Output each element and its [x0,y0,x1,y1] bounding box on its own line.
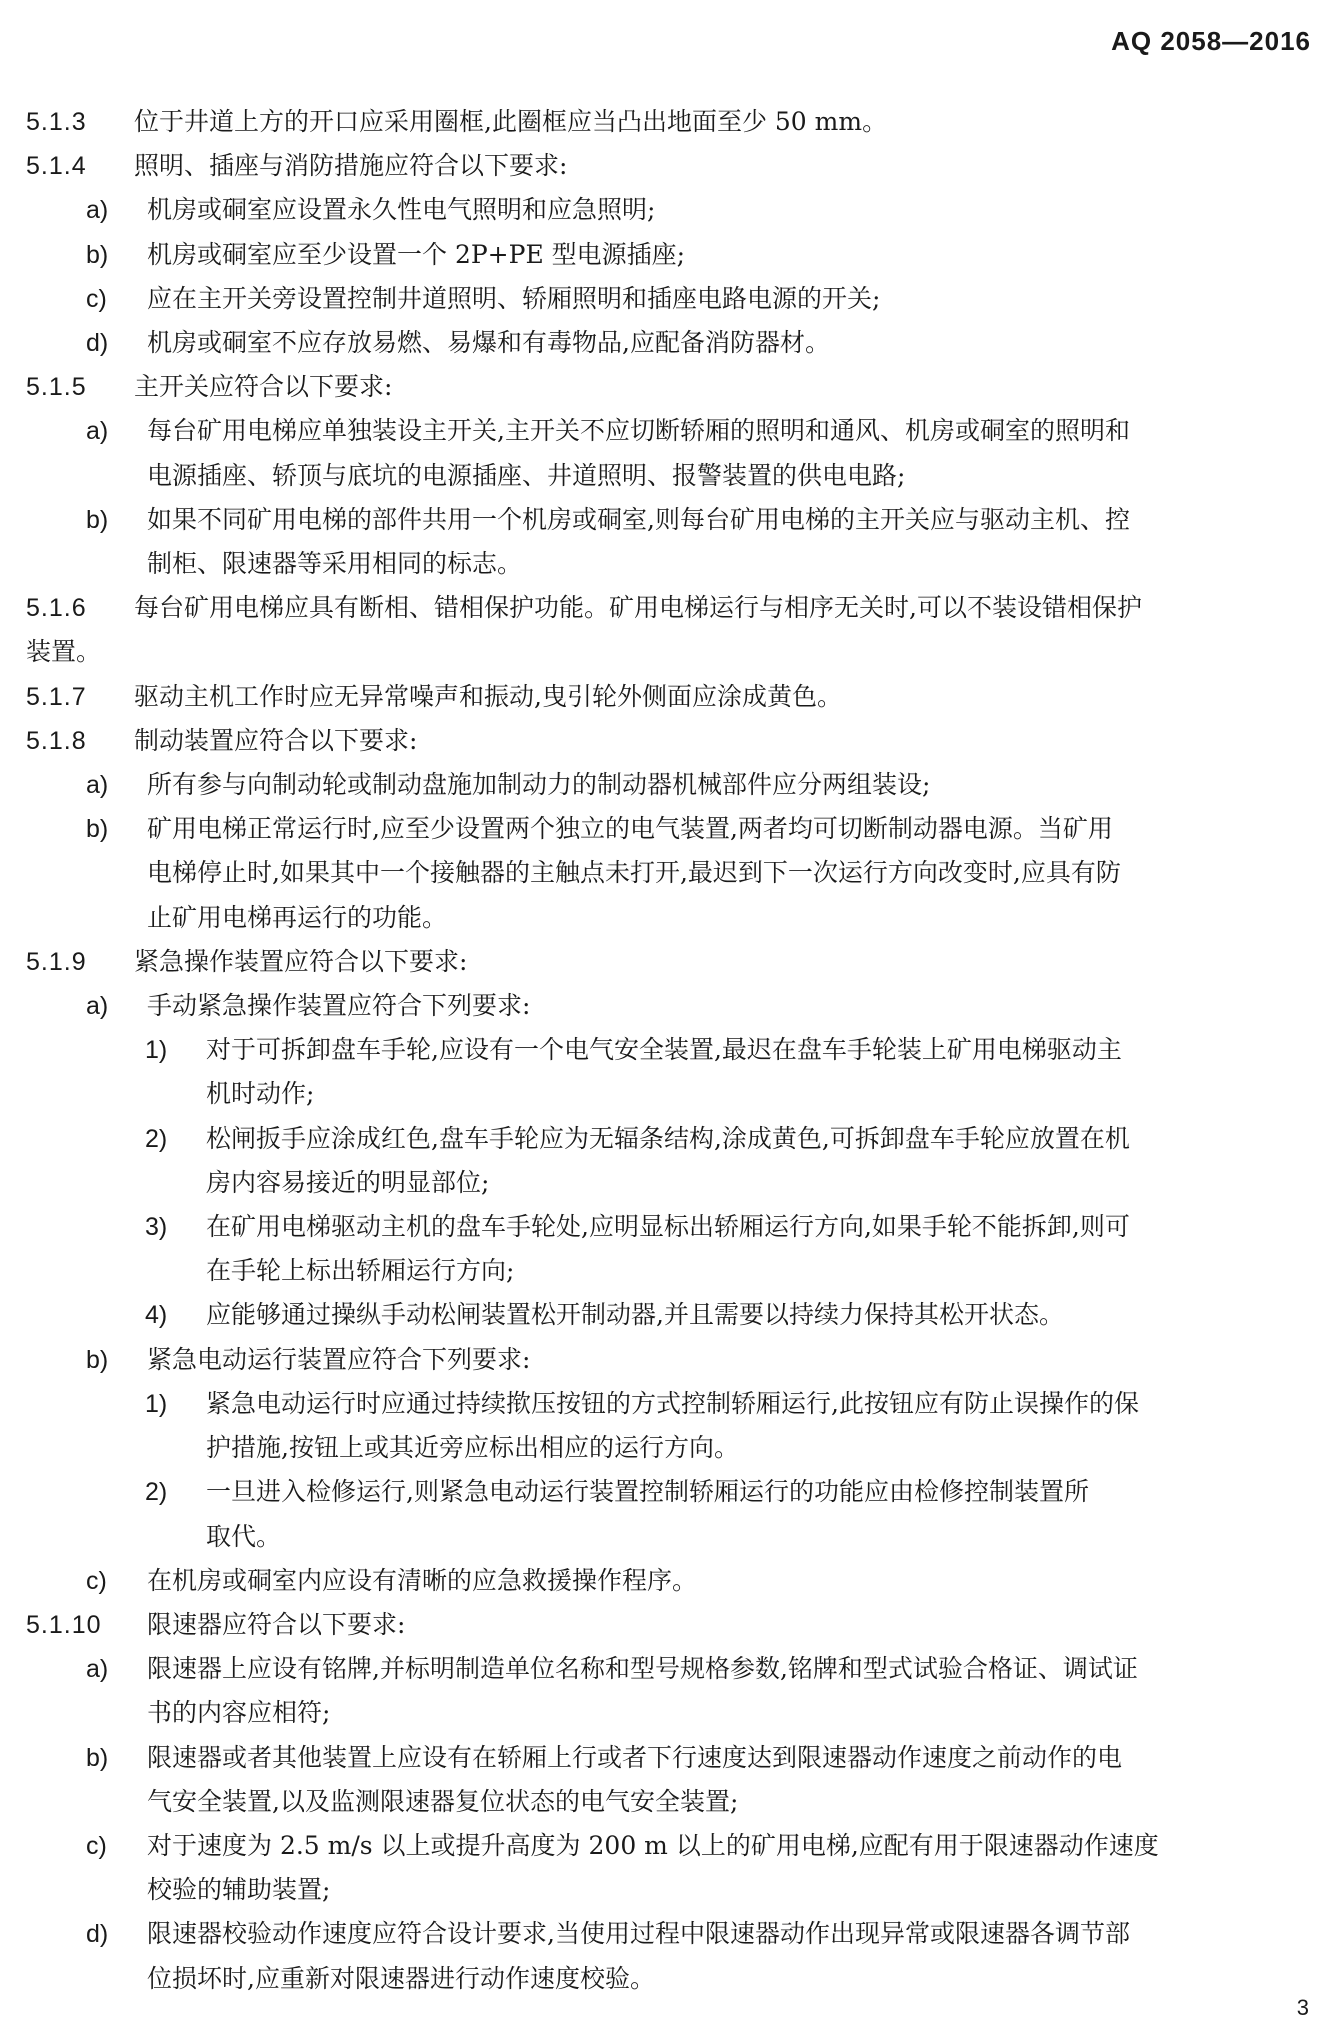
continuation-text: 制柜、限速器等采用相同的标志。 [147,549,523,579]
continuation-text: 在手轮上标出轿厢运行方向; [206,1256,515,1286]
clause-line [26,100,1316,144]
list-item-continuation [26,1691,1316,1735]
sub-list-item-continuation [26,1249,1316,1293]
list-item [26,807,1316,851]
list-item [26,1736,1316,1780]
continuation-text: 电梯停止时,如果其中一个接触器的主触点未打开,最迟到下一次运行方向改变时,应具有防 [147,858,1121,888]
sub-list-item [26,1470,1316,1514]
sub-list-label: 1) [145,1036,168,1065]
clause-number: 5.1.4 [26,152,87,181]
clause-number: 5.1.10 [26,1610,102,1639]
continuation-text: 位损坏时,应重新对限速器进行动作速度校验。 [147,1963,655,1993]
sub-list-text: 应能够通过操纵手动松闸装置松开制动器,并且需要以持续力保持其松开状态。 [206,1300,1064,1330]
clause-line [26,675,1316,719]
clause-text: 照明、插座与消防措施应符合以下要求: [134,151,568,181]
continuation-text: 房内容易接近的明显部位; [206,1167,490,1197]
list-text: 机房或硐室应至少设置一个 2P+PE 型电源插座; [147,239,686,269]
list-text: 手动紧急操作装置应符合下列要求: [147,991,531,1021]
sub-list-text: 松闸扳手应涂成红色,盘车手轮应为无辐条结构,涂成黄色,可拆卸盘车手轮应放置在机 [206,1123,1130,1153]
list-item [26,188,1316,232]
sub-list-item [26,1205,1316,1249]
list-label: d) [86,329,109,358]
list-item-continuation [26,454,1316,498]
sub-list-item-continuation [26,1426,1316,1470]
list-label: b) [86,240,109,269]
sub-list-text: 一旦进入检修运行,则紧急电动运行装置控制轿厢运行的功能应由检修控制装置所 [206,1477,1089,1507]
list-text: 限速器校验动作速度应符合设计要求,当使用过程中限速器动作出现异常或限速器各调节部 [147,1919,1130,1949]
list-item [26,984,1316,1028]
clause-text: 制动装置应符合以下要求: [134,725,418,755]
sub-list-text: 对于可拆卸盘车手轮,应设有一个电气安全装置,最迟在盘车手轮装上矿用电梯驱动主 [206,1035,1122,1065]
list-label: b) [86,1345,109,1374]
list-label: a) [86,417,109,446]
continuation-text: 取代。 [206,1521,282,1551]
sub-list-label: 1) [145,1389,168,1418]
list-label: b) [86,505,109,534]
list-text: 在机房或硐室内应设有清晰的应急救援操作程序。 [147,1565,698,1595]
list-label: a) [86,771,109,800]
list-item [26,1824,1316,1868]
clause-text: 驱动主机工作时应无异常噪声和振动,曳引轮外侧面应涂成黄色。 [134,681,842,711]
list-item-continuation [26,1868,1316,1912]
list-item [26,277,1316,321]
list-text: 限速器上应设有铭牌,并标明制造单位名称和型号规格参数,铭牌和型式试验合格证、调试证 [147,1654,1138,1684]
clause-line [26,144,1316,188]
list-item [26,498,1316,542]
clause-number: 5.1.9 [26,947,87,976]
list-label: b) [86,815,109,844]
clause-number: 5.1.6 [26,594,87,623]
list-item-continuation [26,1780,1316,1824]
list-item [26,1647,1316,1691]
list-item [26,1559,1316,1603]
sub-list-text: 在矿用电梯驱动主机的盘车手轮处,应明显标出轿厢运行方向,如果手轮不能拆卸,则可 [206,1212,1130,1242]
continuation-text: 气安全装置,以及监测限速器复位状态的电气安全装置; [147,1786,739,1816]
sub-list-item-continuation [26,1515,1316,1559]
sub-list-item [26,1293,1316,1337]
clause-number: 5.1.8 [26,726,87,755]
list-item [26,409,1316,453]
list-label: c) [86,1566,107,1595]
list-text: 对于速度为 2.5 m/s 以上或提升高度为 200 m 以上的矿用电梯,应配有用于限速器动作速度 [147,1830,1159,1860]
clause-text: 紧急操作装置应符合以下要求: [134,946,468,976]
continuation-text: 书的内容应相符; [147,1698,331,1728]
clause-number: 5.1.5 [26,373,87,402]
list-text: 每台矿用电梯应单独装设主开关,主开关不应切断轿厢的照明和通风、机房或硐室的照明和 [147,416,1130,446]
list-label: c) [86,1831,107,1860]
document-code: AQ 2058—2016 [1111,26,1311,56]
page-number: 3 [1296,1995,1309,2020]
clause-line [26,1603,1316,1647]
sub-list-item [26,1117,1316,1161]
sub-list-label: 4) [145,1301,168,1330]
list-text: 矿用电梯正常运行时,应至少设置两个独立的电气装置,两者均可切断制动器电源。当矿用 [147,814,1113,844]
list-label: a) [86,1655,109,1684]
list-text: 所有参与向制动轮或制动盘施加制动力的制动器机械部件应分两组装设; [147,770,931,800]
list-text: 机房或硐室不应存放易燃、易爆和有毒物品,应配备消防器材。 [147,328,830,358]
clause-line [26,719,1316,763]
sub-list-label: 2) [145,1478,168,1507]
list-item-continuation [26,1957,1316,2001]
clause-line [26,940,1316,984]
continuation-text: 护措施,按钮上或其近旁应标出相应的运行方向。 [206,1433,739,1463]
continuation-text: 校验的辅助装置; [147,1875,331,1905]
clause-number: 5.1.3 [26,108,87,136]
sub-list-item [26,1382,1316,1426]
sub-list-item-continuation [26,1072,1316,1116]
sub-list-label: 3) [145,1213,168,1242]
list-item-continuation [26,851,1316,895]
clause-line [26,365,1316,409]
list-item [26,233,1316,277]
continuation-text: 机时动作; [206,1079,315,1109]
document-body [26,100,1316,2001]
list-item [26,1912,1316,1956]
clause-number: 5.1.7 [26,682,87,711]
sub-list-item-continuation [26,1161,1316,1205]
sub-list-label: 2) [145,1124,168,1153]
continuation-text: 止矿用电梯再运行的功能。 [147,902,448,932]
list-item [26,1338,1316,1382]
list-text: 机房或硐室应设置永久性电气照明和应急照明; [147,195,656,225]
list-item-continuation [26,896,1316,940]
clause-continuation [26,630,1316,674]
clause-text: 主开关应符合以下要求: [134,372,393,402]
clause-text: 每台矿用电梯应具有断相、错相保护功能。矿用电梯运行与相序无关时,可以不装设错相保护 [134,593,1142,623]
list-item [26,763,1316,807]
list-item-continuation [26,542,1316,586]
list-label: c) [86,284,107,313]
clause-text: 位于井道上方的开口应采用圈框,此圈框应当凸出地面至少 50 mm。 [134,107,888,136]
list-label: a) [86,196,109,225]
list-label: b) [86,1743,109,1772]
list-label: d) [86,1920,109,1949]
continuation-text: 装置。 [26,637,102,667]
list-item [26,321,1316,365]
continuation-text: 电源插座、轿顶与底坑的电源插座、井道照明、报警装置的供电电路; [147,460,906,490]
clause-line [26,586,1316,630]
list-label: a) [86,992,109,1021]
sub-list-text: 紧急电动运行时应通过持续揿压按钮的方式控制轿厢运行,此按钮应有防止误操作的保 [206,1388,1139,1418]
list-text: 应在主开关旁设置控制井道照明、轿厢照明和插座电路电源的开关; [147,283,881,313]
sub-list-item [26,1028,1316,1072]
list-text: 限速器或者其他装置上应设有在轿厢上行或者下行速度达到限速器动作速度之前动作的电 [147,1742,1123,1772]
list-text: 紧急电动运行装置应符合下列要求: [147,1344,531,1374]
clause-text: 限速器应符合以下要求: [147,1609,406,1639]
list-text: 如果不同矿用电梯的部件共用一个机房或硐室,则每台矿用电梯的主开关应与驱动主机、控 [147,504,1130,534]
